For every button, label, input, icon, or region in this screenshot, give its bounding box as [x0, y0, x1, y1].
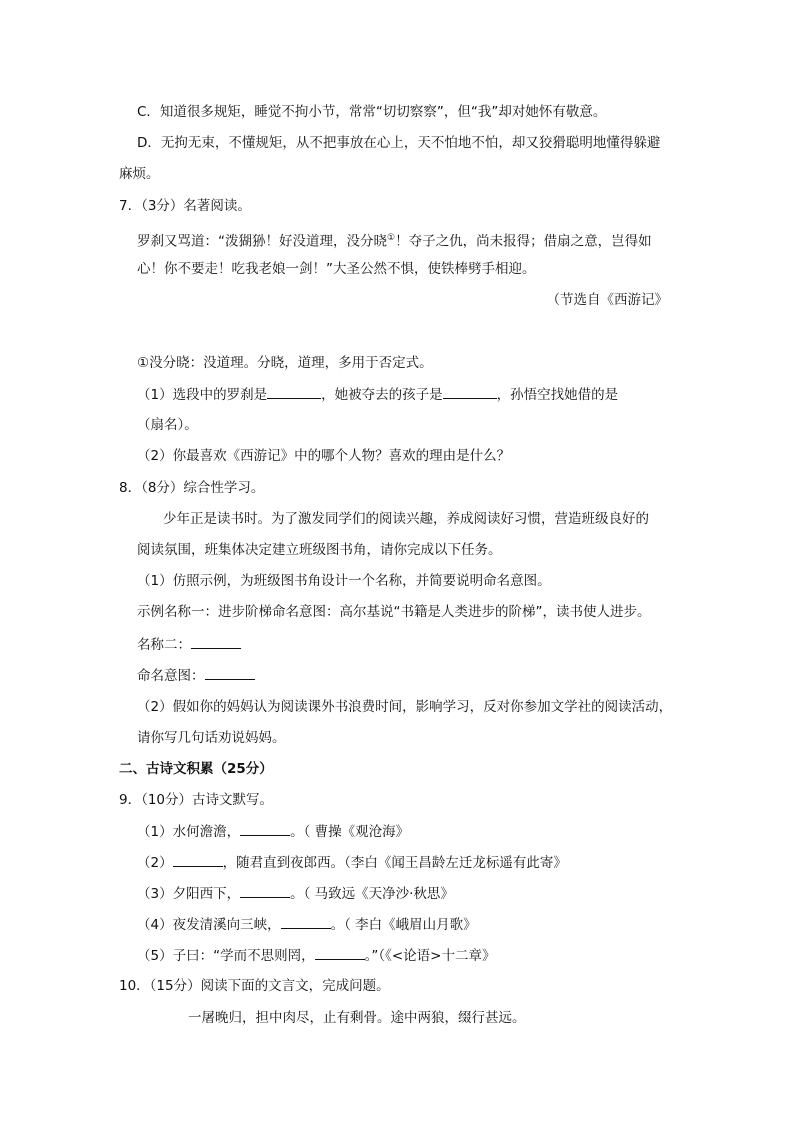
answer-blank[interactable] — [191, 634, 241, 649]
q9-line3 — [137, 883, 454, 904]
q7-heading: 7．（3分）名著阅读。 — [119, 198, 251, 214]
q8-heading: 8．（8分）综合性学习。 — [119, 480, 265, 496]
answer-blank[interactable] — [267, 384, 321, 399]
answer-blank[interactable] — [315, 945, 365, 960]
q9-line1-text-b: 。（ 曹操《观沧海》 — [290, 824, 410, 840]
q7-sub1-text-a: （1）选段中的罗刹是 — [137, 387, 268, 403]
q9-line2-text-b: ，随君直到夜郎西。（李白《闻王昌龄左迁龙标遥有此寄》 — [222, 855, 567, 871]
q7-passage-line2: 心！你不要走！吃我老娘一剑！”大圣公然不惧，使铁棒劈手相迎。 — [137, 261, 536, 277]
answer-blank[interactable] — [240, 883, 290, 898]
q7-passage-part-a: 罗刹又骂道：“泼猢狲！好没道理，没分晓 — [137, 233, 387, 250]
section-title: 二、古诗文积累（25分） — [119, 761, 273, 777]
q9-line5-text-b: 。”（《<论语>十二章》 — [364, 948, 496, 964]
answer-blank[interactable] — [173, 852, 223, 867]
q10-text-line1: 一屠晚归，担中肉尽，止有剩骨。途中两狼，缀行甚远。 — [188, 1010, 526, 1026]
q7-footnote: ①没分晓：没道理。分晓，道理，多用于否定式。 — [137, 355, 433, 371]
q9-line5 — [137, 945, 495, 966]
q10-heading: 10．（15分）阅读下面的文言文，完成问题。 — [119, 978, 390, 994]
q6-option-d-line1: D．无拘无束，不懂规矩，从不把事放在心上，天不怕地不怕，却又狡猾聪明地懂得躲避 — [137, 135, 661, 151]
q9-line2-text-a: （2） — [137, 855, 173, 871]
q9-line2 — [137, 852, 567, 873]
q9-line1-text-a: （1）水何澹澹， — [137, 824, 241, 840]
q7-sub2: （2）你最喜欢《西游记》中的哪个人物？喜欢的理由是什么？ — [137, 448, 511, 464]
q7-passage-line1 — [137, 228, 652, 252]
q6-option-c: C．知道很多规矩，睡觉不拘小节，常常“切切察察”，但“我”却对她怀有敬意。 — [137, 104, 607, 120]
answer-blank[interactable] — [281, 914, 331, 929]
q9-line1 — [137, 821, 409, 842]
q7-sub1-line1 — [137, 384, 618, 405]
q8-name2-label: 名称二： — [137, 637, 191, 653]
q7-sub1-text-c: ，孙悟空找她借的是 — [496, 387, 619, 403]
q9-line5-text-a: （5）子曰：“学而不思则罔， — [137, 948, 315, 964]
q7-sub1-line2: （扇名）。 — [137, 417, 198, 433]
q7-sub1-text-b: ，她被夺去的孩子是 — [321, 387, 443, 403]
answer-blank[interactable] — [240, 821, 290, 836]
q8-name2-line — [137, 634, 241, 655]
q9-line4-text-a: （4）夜发清溪向三峡， — [137, 917, 281, 933]
q9-line3-text-b: 。（ 马致远《天净沙·秋思》 — [290, 886, 454, 902]
q8-intro-line1: 少年正是读书时。为了激发同学们的阅读兴趣，养成阅读好习惯，营造班级良好的 — [163, 511, 649, 527]
q7-source: （节选自《西游记》 — [546, 292, 668, 308]
answer-blank[interactable] — [205, 665, 255, 680]
answer-blank[interactable] — [443, 384, 497, 399]
q8-sub2-line1: （2）假如你的妈妈认为阅读课外书浪费时间，影响学习，反对你参加文学社的阅读活动， — [137, 699, 673, 715]
q8-intent-label: 命名意图： — [137, 668, 205, 684]
q8-example: 示例名称一：进步阶梯命名意图：高尔基说“书籍是人类进步的阶梯”，读书使人进步。 — [137, 604, 651, 620]
q9-line4 — [137, 914, 477, 935]
q9-line3-text-a: （3）夕阳西下， — [137, 886, 241, 902]
q8-intro-line2: 阅读氛围，班集体决定建立班级图书角，请你完成以下任务。 — [137, 542, 502, 558]
q9-heading: 9．（10分）古诗文默写。 — [119, 792, 274, 808]
q8-intent-line — [137, 665, 255, 686]
footnote-mark: ① — [387, 233, 396, 243]
q8-sub2-line2: 请你写几句话劝说妈妈。 — [137, 730, 286, 746]
q7-passage-part-b: ！夺子之仇，尚未报得；借扇之意，岂得如 — [395, 233, 652, 250]
q8-sub1: （1）仿照示例，为班级图书角设计一个名称，并简要说明命名意图。 — [137, 573, 551, 589]
q9-line4-text-b: 。（ 李白《峨眉山月歌》 — [330, 917, 477, 933]
q6-option-d-line2: 麻烦。 — [119, 166, 160, 182]
